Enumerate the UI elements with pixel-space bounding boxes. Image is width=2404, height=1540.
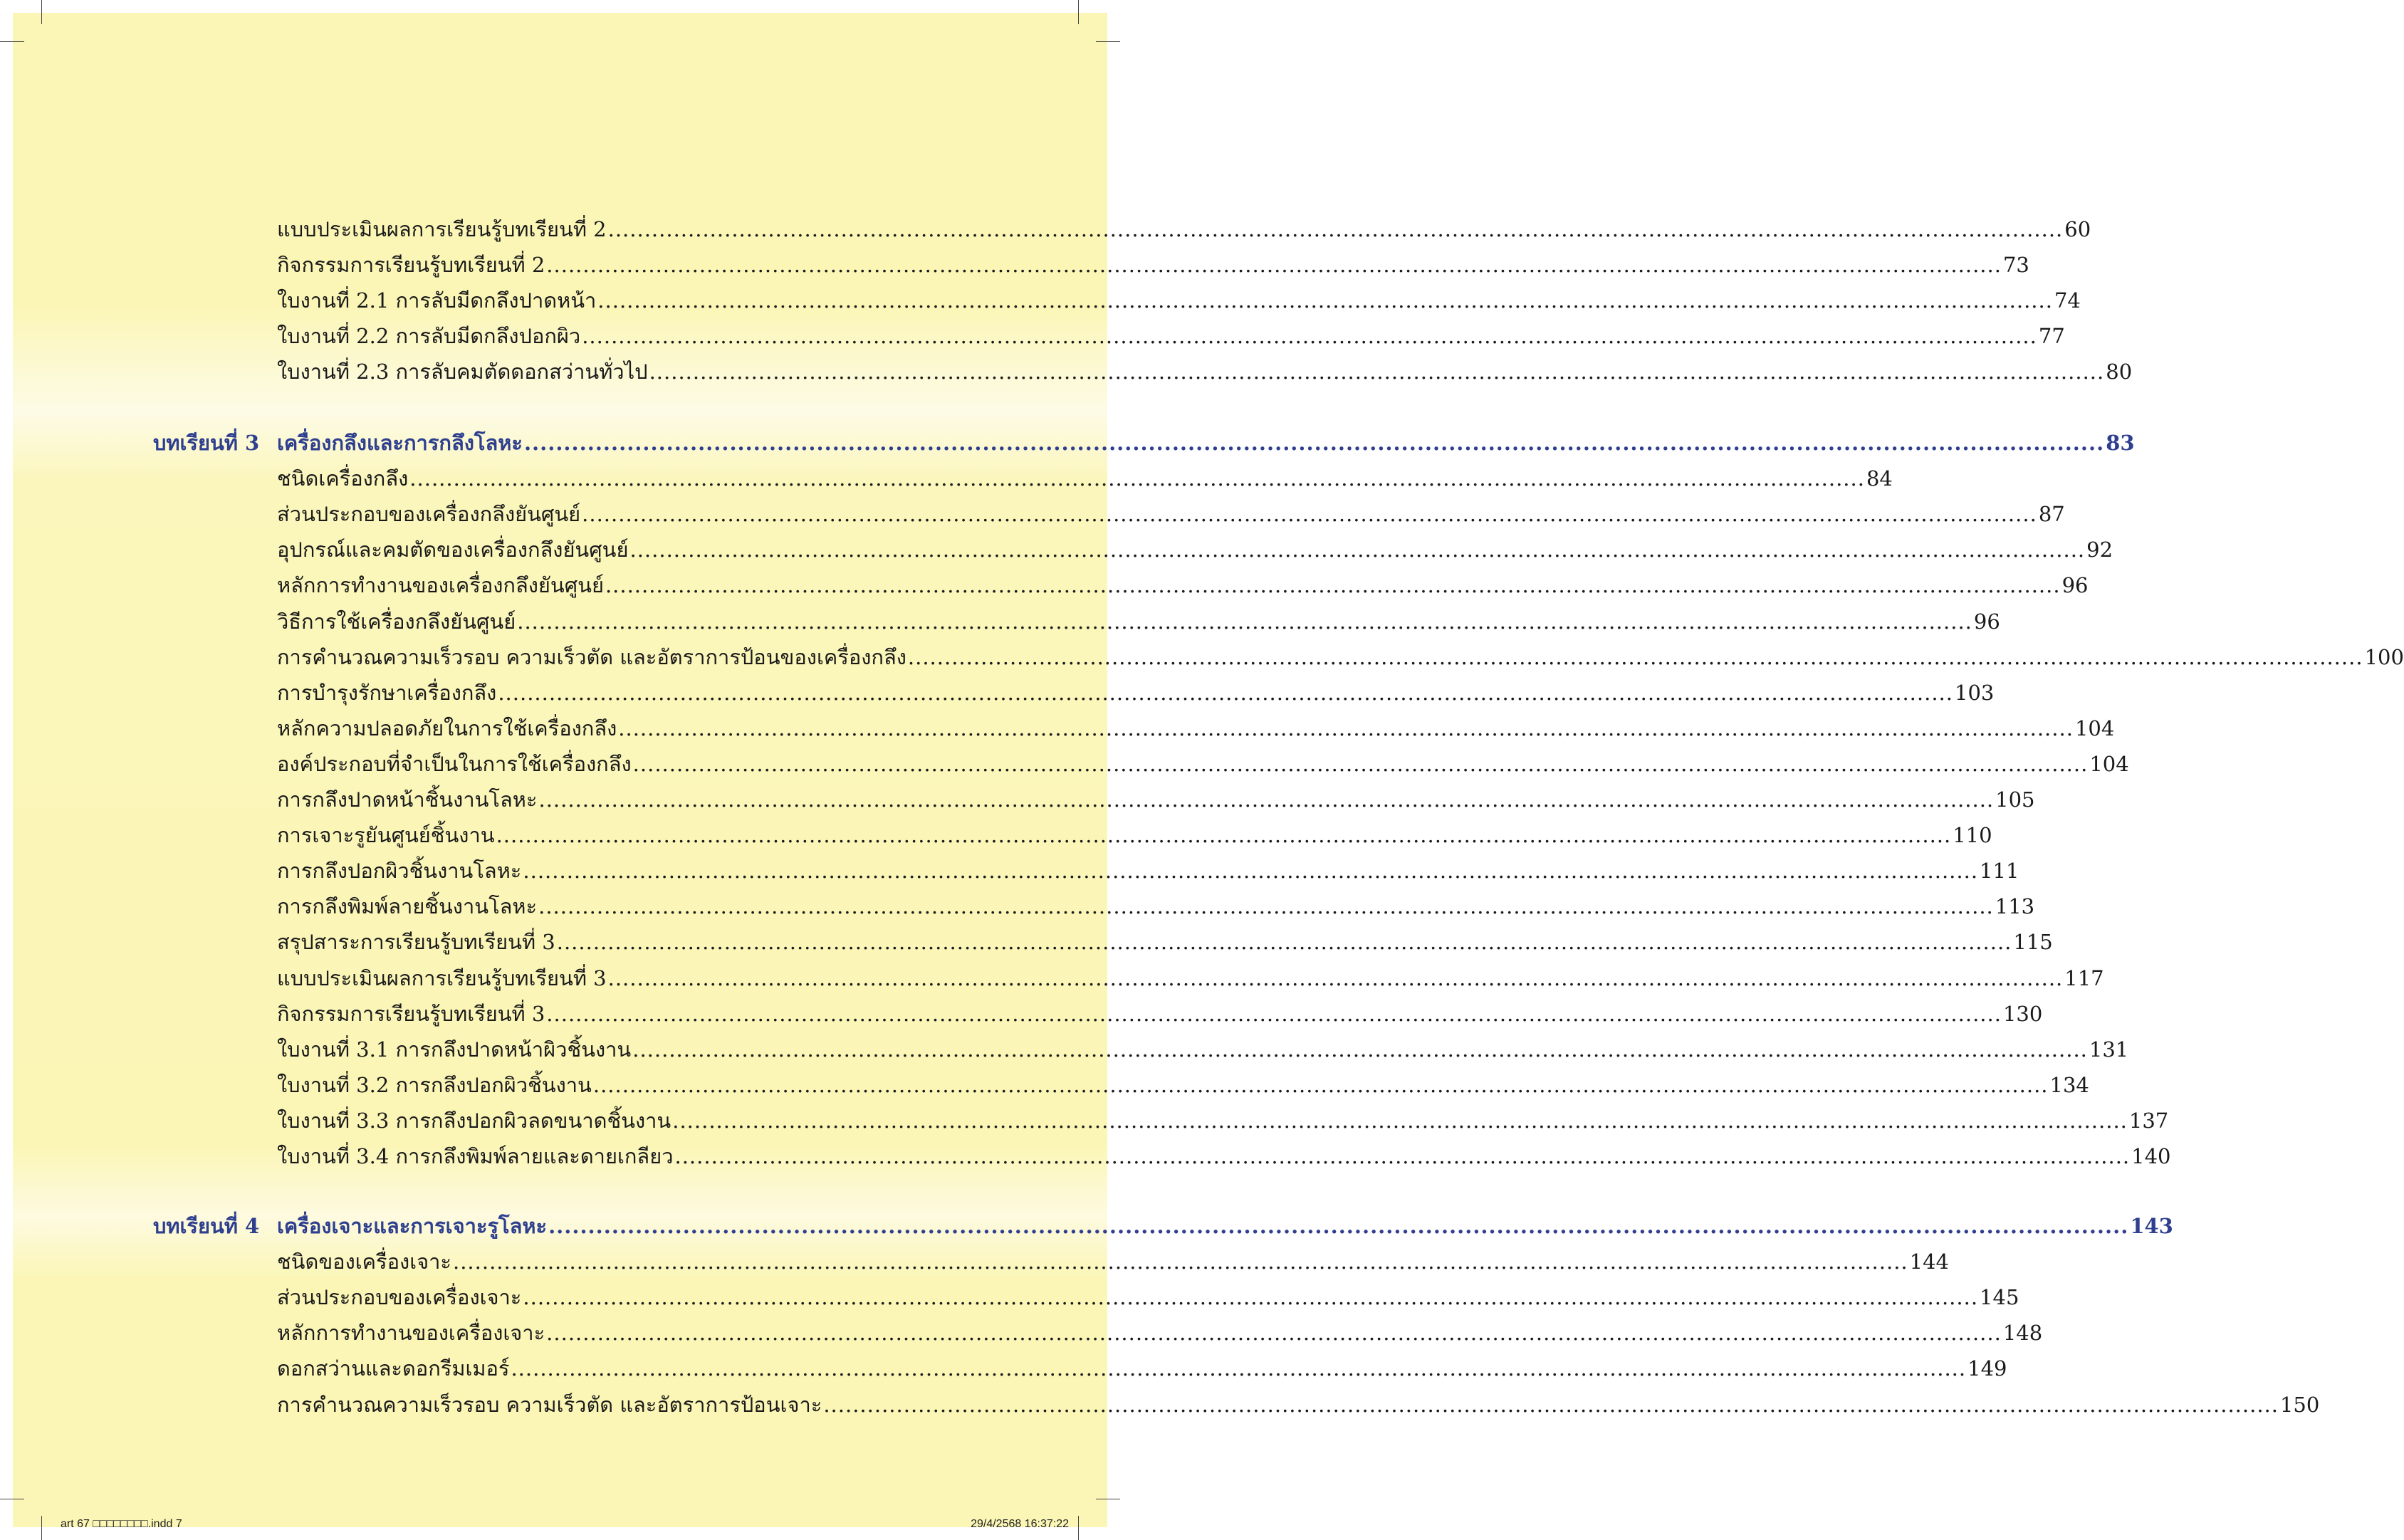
- toc-entry-title: ใบงานที่ 3.1 การกลึงปาดหน้าผิวชิ้นงาน: [277, 1037, 632, 1062]
- toc-entry-page-number: 74: [2054, 288, 2081, 313]
- toc-entry[interactable]: [277, 713, 2115, 744]
- toc-entry-page-number: 96: [1973, 609, 2000, 634]
- dot-leader: ........................................................................................................................................................................................................: [582, 324, 2037, 349]
- dot-leader: ........................................................................................................................................................................................................: [546, 1321, 2002, 1346]
- dot-leader: ........................................................................................................................................................................................................: [523, 859, 1979, 884]
- toc-entry-title: ใบงานที่ 3.2 การกลึงปอกผิวชิ้นงาน: [277, 1072, 592, 1097]
- toc-entry-page-number: 84: [1866, 466, 1893, 491]
- dot-leader: ........................................................................................................................................................................................................: [674, 1144, 2131, 1168]
- toc-entry-page-number: 145: [1980, 1285, 2019, 1310]
- toc-entry-page-number: 60: [2064, 217, 2091, 241]
- toc-entry-page-number: 134: [2049, 1072, 2089, 1097]
- dot-leader: ........................................................................................................................................................................................................: [496, 823, 1952, 848]
- toc-entry[interactable]: [277, 356, 2133, 387]
- toc-entry-title: แบบประเมินผลการเรียนรู้บทเรียนที่ 3: [277, 965, 607, 990]
- dot-leader: ........................................................................................................................................................................................................: [538, 787, 1995, 812]
- toc-entry-page-number: 100: [2364, 644, 2404, 669]
- toc-entry-page-number: 130: [2002, 1001, 2043, 1026]
- toc-entry-page-number: 103: [1955, 680, 1995, 705]
- toc-entry-title: หลักความปลอดภัยในการใช้เครื่องกลึง: [277, 716, 617, 740]
- dot-leader: ........................................................................................................................................................................................................: [546, 1001, 2002, 1026]
- toc-entry[interactable]: [277, 606, 2000, 637]
- toc-entry[interactable]: [277, 784, 2035, 815]
- toc-entry-page-number: 77: [2038, 324, 2065, 349]
- toc-entry-page-number: 115: [2013, 930, 2053, 955]
- toc-entry[interactable]: [277, 1034, 2129, 1065]
- toc-entry-page-number: 148: [2002, 1321, 2043, 1346]
- toc-entry[interactable]: [277, 1317, 2043, 1348]
- toc-entry-title: การกลึงปาดหน้าชิ้นงานโลหะ: [277, 787, 538, 812]
- dot-leader: ........................................................................................................................................................................................................: [409, 466, 1865, 491]
- toc-entry-title: การบำรุงรักษาเครื่องกลึง: [277, 680, 497, 705]
- toc-entry[interactable]: [277, 926, 2053, 958]
- toc-entry-title: กิจกรรมการเรียนรู้บทเรียนที่ 2: [277, 253, 545, 278]
- toc-entry-page-number: 105: [1995, 787, 2035, 812]
- toc-entry-title: ใบงานที่ 3.3 การกลึงปอกผิวลดขนาดชิ้นงาน: [277, 1108, 671, 1133]
- dot-leader: ........................................................................................................................................................................................................: [523, 1285, 1979, 1310]
- dot-leader: ........................................................................................................................................................................................................: [607, 965, 2064, 990]
- toc-entry[interactable]: [277, 249, 2029, 281]
- dot-leader: ........................................................................................................................................................................................................: [632, 751, 2089, 776]
- toc-entry[interactable]: [277, 1141, 2171, 1172]
- toc-entry-title: ใบงานที่ 2.1 การลับมีดกลึงปาดหน้า: [277, 288, 597, 313]
- toc-entry-title: การกลึงพิมพ์ลายชิ้นงานโลหะ: [277, 894, 538, 919]
- toc-entry[interactable]: [277, 498, 2065, 530]
- dot-leader: ........................................................................................................................................................................................................: [629, 538, 2086, 562]
- toc-entry-title: ชนิดเครื่องกลึง: [277, 466, 409, 491]
- dot-leader: ........................................................................................................................................................................................................: [556, 930, 2012, 955]
- toc-entry-title: การคำนวณความเร็วรอบ ความเร็วตัด และอัตราการป้อนของเครื่องกลึง: [277, 644, 906, 669]
- toc-entry-page-number: 131: [2089, 1037, 2129, 1062]
- toc-entry-title: ใบงานที่ 3.4 การกลึงพิมพ์ลายและดายเกลียว: [277, 1144, 674, 1168]
- toc-entry[interactable]: [277, 1389, 2320, 1420]
- chapter-heading-row[interactable]: [277, 1210, 2173, 1242]
- toc-entry-title: ใบงานที่ 2.3 การลับคมตัดดอกสว่านทั่วไป: [277, 360, 648, 384]
- chapter-heading-row[interactable]: [277, 427, 2135, 459]
- dot-leader: ........................................................................................................................................................................................................: [511, 1356, 1967, 1381]
- dot-leader: ........................................................................................................................................................................................................: [523, 431, 2105, 455]
- toc-entry-title: ใบงานที่ 2.2 การลับมีดกลึงปอกผิว: [277, 324, 581, 349]
- dot-leader: ........................................................................................................................................................................................................: [582, 502, 2037, 527]
- toc-entry[interactable]: [277, 1282, 2019, 1313]
- toc-entry-title: เครื่องกลึงและการกลึงโลหะ: [277, 431, 523, 455]
- dot-leader: ........................................................................................................................................................................................................: [632, 1037, 2088, 1062]
- toc-entry-title: กิจกรรมการเรียนรู้บทเรียนที่ 3: [277, 1001, 545, 1026]
- toc-entry-title: องค์ประกอบที่จำเป็นในการใช้เครื่องกลึง: [277, 751, 632, 776]
- toc-entry-page-number: 96: [2061, 573, 2089, 598]
- toc-entry[interactable]: [277, 963, 2104, 994]
- toc-entry[interactable]: [277, 463, 1893, 494]
- dot-leader: ........................................................................................................................................................................................................: [605, 573, 2061, 598]
- toc-entry[interactable]: [277, 855, 2019, 886]
- chapter-label: บทเรียนที่ 4: [153, 1214, 260, 1238]
- dot-leader: ........................................................................................................................................................................................................: [517, 609, 1972, 634]
- toc-entry[interactable]: [277, 891, 2035, 922]
- toc-entry-title: ชนิดของเครื่องเจาะ: [277, 1250, 451, 1274]
- toc-entry[interactable]: [277, 570, 2089, 601]
- toc-entry-title: วิธีการใช้เครื่องกลึงยันศูนย์: [277, 609, 516, 634]
- toc-entry[interactable]: [277, 641, 2404, 673]
- print-timestamp: 29/4/2568 16:37:22: [971, 1518, 1069, 1530]
- toc-entry[interactable]: [277, 320, 2065, 352]
- toc-entry[interactable]: [277, 285, 2081, 316]
- dot-leader: ........................................................................................................................................................................................................: [548, 1214, 2129, 1238]
- toc-entry-page-number: 80: [2106, 360, 2133, 384]
- toc-entry[interactable]: [277, 998, 2043, 1030]
- dot-leader: ........................................................................................................................................................................................................: [649, 360, 2105, 384]
- toc-entry[interactable]: [277, 534, 2113, 565]
- toc-entry[interactable]: [277, 677, 1995, 708]
- toc-entry-page-number: 144: [1909, 1250, 1949, 1274]
- toc-entry[interactable]: [277, 1246, 1949, 1277]
- toc-entry[interactable]: [277, 748, 2129, 780]
- toc-entry[interactable]: [277, 214, 2091, 245]
- toc-entry[interactable]: [277, 1069, 2089, 1101]
- toc-entry-title: การเจาะรูยันศูนย์ชิ้นงาน: [277, 823, 495, 848]
- toc-entry-page-number: 137: [2128, 1108, 2169, 1133]
- toc-entry-title: สรุปสาระการเรียนรู้บทเรียนที่ 3: [277, 930, 555, 955]
- toc-entry-page-number: 140: [2131, 1144, 2171, 1168]
- toc-entry-page-number: 150: [2279, 1392, 2320, 1417]
- toc-entry-page-number: 83: [2106, 431, 2135, 455]
- toc-entry-title: ดอกสว่านและดอกรีมเมอร์: [277, 1356, 510, 1381]
- toc-entry-title: หลักการทำงานของเครื่องกลึงยันศูนย์: [277, 573, 604, 598]
- dot-leader: ........................................................................................................................................................................................................: [607, 217, 2064, 241]
- toc-entry-page-number: 117: [2064, 965, 2104, 990]
- toc-entry[interactable]: [277, 819, 1992, 851]
- toc-entry-page-number: 110: [1953, 823, 1992, 848]
- toc-entry-title: แบบประเมินผลการเรียนรู้บทเรียนที่ 2: [277, 217, 607, 241]
- toc-entry-page-number: 113: [1995, 894, 2035, 919]
- toc-entry-title: ส่วนประกอบของเครื่องเจาะ: [277, 1285, 522, 1310]
- toc-entry-page-number: 104: [2074, 716, 2115, 740]
- toc-entry-page-number: 73: [2002, 253, 2029, 278]
- chapter-label: บทเรียนที่ 3: [153, 431, 260, 455]
- toc-entry-page-number: 92: [2086, 538, 2113, 562]
- dot-leader: ........................................................................................................................................................................................................: [618, 716, 2074, 740]
- toc-entry-title: เครื่องเจาะและการเจาะรูโลหะ: [277, 1214, 548, 1238]
- dot-leader: ........................................................................................................................................................................................................: [907, 644, 2363, 669]
- toc-entry-page-number: 149: [1967, 1356, 2007, 1381]
- dot-leader: ........................................................................................................................................................................................................: [452, 1250, 1908, 1274]
- toc-entry[interactable]: [277, 1105, 2169, 1136]
- toc-entry-page-number: 104: [2089, 751, 2129, 776]
- toc-entry-title: การคำนวณความเร็วรอบ ความเร็วตัด และอัตราการป้อนเจาะ: [277, 1392, 822, 1417]
- toc-entry-page-number: 87: [2038, 502, 2065, 527]
- dot-leader: ........................................................................................................................................................................................................: [498, 680, 1953, 705]
- dot-leader: ........................................................................................................................................................................................................: [546, 253, 2002, 278]
- toc-entry-title: การกลึงปอกผิวชิ้นงานโลหะ: [277, 859, 522, 884]
- toc-entry-title: อุปกรณ์และคมตัดของเครื่องกลึงยันศูนย์: [277, 538, 629, 562]
- dot-leader: ........................................................................................................................................................................................................: [538, 894, 1994, 919]
- toc-entry-title: ส่วนประกอบของเครื่องกลึงยันศูนย์: [277, 502, 581, 527]
- dot-leader: ........................................................................................................................................................................................................: [592, 1072, 2049, 1097]
- dot-leader: ........................................................................................................................................................................................................: [672, 1108, 2128, 1133]
- toc-entry-title: หลักการทำงานของเครื่องเจาะ: [277, 1321, 545, 1346]
- dot-leader: ........................................................................................................................................................................................................: [597, 288, 2053, 313]
- toc-entry[interactable]: [277, 1353, 2007, 1384]
- dot-leader: ........................................................................................................................................................................................................: [823, 1392, 2279, 1417]
- toc-entry-page-number: 143: [2130, 1214, 2173, 1238]
- file-slug: art 67 □□□□□□□□.indd 7: [61, 1518, 182, 1530]
- toc-entry-page-number: 111: [1980, 859, 2019, 884]
